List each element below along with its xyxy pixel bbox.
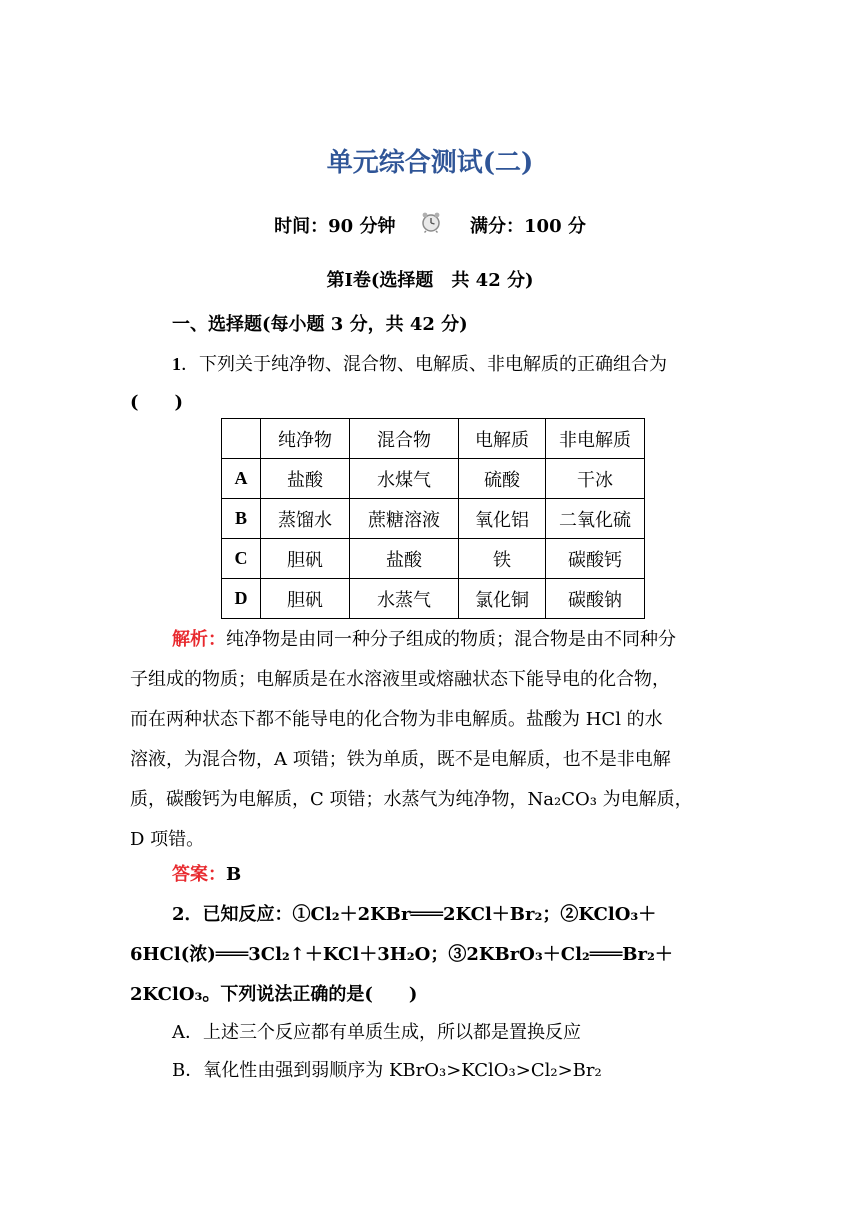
q1-stem-text: ．下列关于纯净物、混合物、电解质、非电解质的正确组合为 bbox=[181, 354, 667, 375]
q2-line-1: 2．已知反应：①Cl₂＋2KBr═══2KCl＋Br₂；②KClO₃＋ bbox=[172, 904, 657, 925]
table-header-row bbox=[222, 419, 645, 459]
table-cell: 碳酸钠 bbox=[546, 579, 645, 619]
table-row bbox=[222, 499, 645, 539]
table-header-cell: 混合物 bbox=[350, 419, 459, 459]
time-limit: 时间：90 分钟 bbox=[274, 216, 396, 237]
q1-answer bbox=[172, 860, 241, 886]
q1-stem: 1．下列关于纯净物、混合物、电解质、非电解质的正确组合为 bbox=[172, 354, 667, 375]
table-cell: 铁 bbox=[459, 539, 546, 579]
q1-analysis-line-1: 解析：纯净物是由同一种分子组成的物质；混合物是由不同种分 bbox=[172, 629, 676, 650]
table-cell: 蒸馏水 bbox=[261, 499, 350, 539]
part-heading: 一、选择题(每小题 3 分，共 42 分) bbox=[172, 314, 468, 335]
answer-value: B bbox=[226, 864, 242, 885]
q2-option-b: B．氧化性由强到弱顺序为 KBrO₃>KClO₃>Cl₂>Br₂ bbox=[172, 1060, 602, 1081]
table-cell: 氧化铝 bbox=[459, 499, 546, 539]
q1-analysis-line-6: D 项错。 bbox=[130, 829, 205, 850]
q1-analysis-line-5: 质，碳酸钙为电解质，C 项错；水蒸气为纯净物，Na₂CO₃ 为电解质， bbox=[130, 789, 693, 810]
analysis-label: 解析： bbox=[172, 629, 226, 650]
table-header-cell: 纯净物 bbox=[261, 419, 350, 459]
table-option-key: D bbox=[222, 579, 261, 619]
q1-options-table bbox=[221, 418, 645, 619]
q1-answer-paren: ( ) bbox=[130, 392, 184, 413]
table-option-key: C bbox=[222, 539, 261, 579]
section-heading: 第Ⅰ卷(选择题 共 42 分) bbox=[326, 270, 534, 291]
table-cell: 水煤气 bbox=[350, 459, 459, 499]
table-cell: 水蒸气 bbox=[350, 579, 459, 619]
table-cell: 硫酸 bbox=[459, 459, 546, 499]
table-option-key: A bbox=[222, 459, 261, 499]
alarm-clock-icon bbox=[420, 211, 442, 233]
page-title: 单元综合测试(二) bbox=[326, 148, 534, 178]
table-cell: 二氧化硫 bbox=[546, 499, 645, 539]
table-cell: 氯化铜 bbox=[459, 579, 546, 619]
table-cell: 胆矾 bbox=[261, 579, 350, 619]
exam-meta bbox=[0, 212, 860, 238]
table-cell: 胆矾 bbox=[261, 539, 350, 579]
q1-analysis-line-4: 溶液，为混合物，A 项错；铁为单质，既不是电解质，也不是非电解 bbox=[130, 749, 671, 770]
table-cell: 盐酸 bbox=[350, 539, 459, 579]
table-row bbox=[222, 459, 645, 499]
table-cell: 碳酸钙 bbox=[546, 539, 645, 579]
q1-analysis-line-2: 子组成的物质；电解质是在水溶液里或熔融状态下能导电的化合物， bbox=[130, 669, 670, 690]
q2-option-a: A．上述三个反应都有单质生成，所以都是置换反应 bbox=[172, 1022, 581, 1043]
table-option-key: B bbox=[222, 499, 261, 539]
table-cell: 蔗糖溶液 bbox=[350, 499, 459, 539]
table-cell: 盐酸 bbox=[261, 459, 350, 499]
table-row bbox=[222, 539, 645, 579]
table-header-cell: 电解质 bbox=[459, 419, 546, 459]
table-header-cell bbox=[222, 419, 261, 459]
table-header-cell: 非电解质 bbox=[546, 419, 645, 459]
table-row bbox=[222, 579, 645, 619]
table-cell: 干冰 bbox=[546, 459, 645, 499]
full-score: 满分：100 分 bbox=[470, 216, 586, 237]
q1-analysis-line-3: 而在两种状态下都不能导电的化合物为非电解质。盐酸为 HCl 的水 bbox=[130, 709, 663, 730]
answer-label: 答案： bbox=[172, 864, 226, 885]
q2-line-3: 2KClO₃。下列说法正确的是( ) bbox=[130, 984, 418, 1005]
q2-line-2: 6HCl(浓)═══3Cl₂↑＋KCl＋3H₂O；③2KBrO₃＋Cl₂═══Br₂＋ bbox=[130, 944, 673, 965]
